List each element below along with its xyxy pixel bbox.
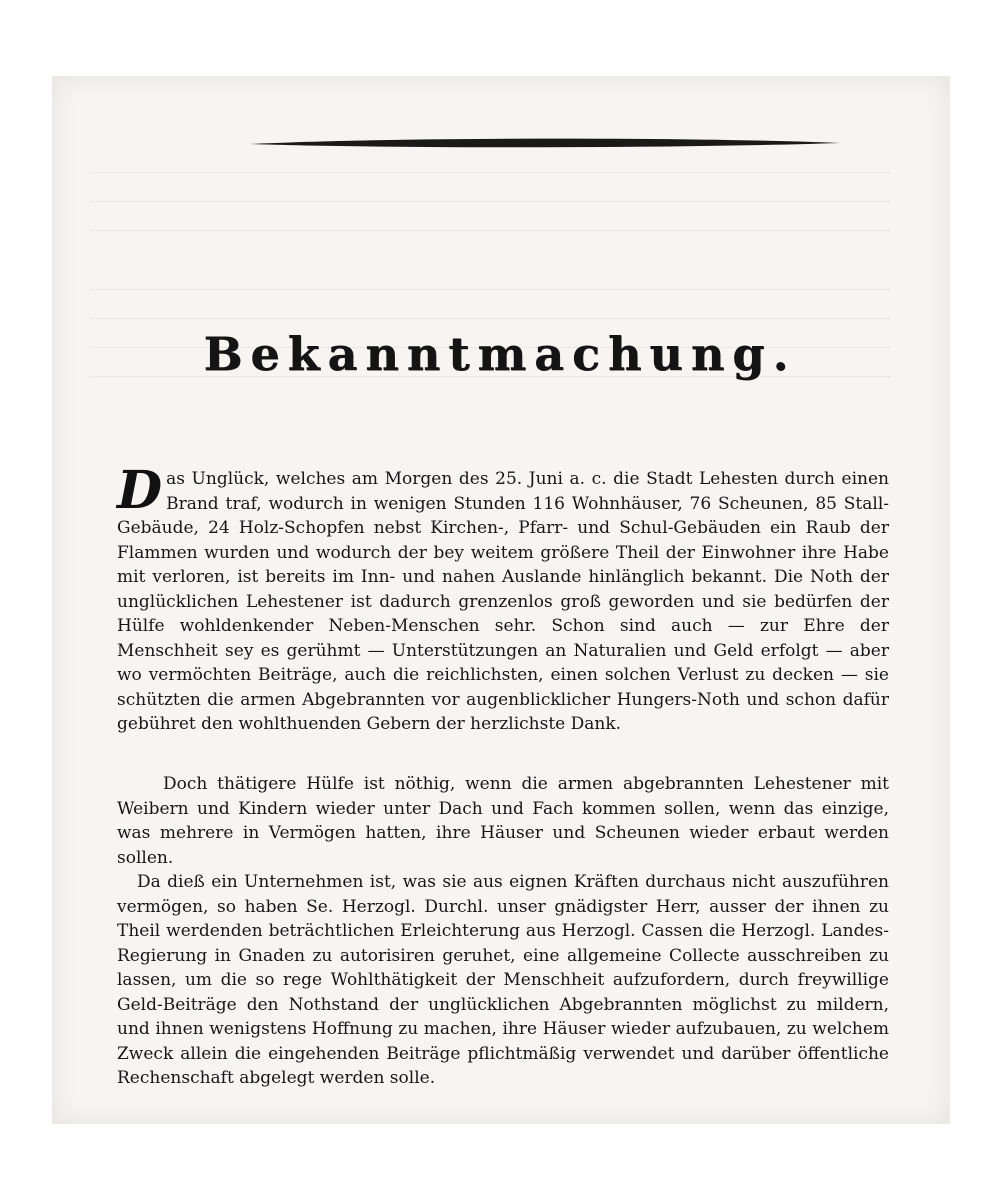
decorative-rule bbox=[250, 136, 840, 150]
drop-cap: D bbox=[117, 460, 163, 521]
bleed-through-area bbox=[90, 150, 890, 450]
paragraph-1 bbox=[117, 460, 889, 737]
document-title: Bekanntmachung. bbox=[203, 327, 797, 381]
paragraph-1-text: as Unglück, welches am Morgen des 25. Juni a. c. die Stadt Lehesten durch einen Brand traf, wodurch in wenigen Stunden 116 Wohnhäuser, 76 Scheunen, 85 Stall-Gebäude, 24 Holz-Schopfen nebst Kirchen-, Pfarr- und Schul-Gebäuden ein Raub der Flammen wurden und wodurch der bey weitem größere Theil der Einwohner ihre Habe mit verloren, ist bereits im Inn- und nahen Auslande hinlänglich bekannt. Die Noth der unglücklichen Lehestener ist dadurch grenzenlos groß geworden und sie bedürfen der Hülfe wohldenkender Neben-Menschen sehr. Schon sind auch — zur Ehre der Menschheit sey es gerühmt — Unterstützungen an Naturalien und Geld erfolgt — aber wo vermöchten Beiträge, auch die reichlichsten, einen solchen Verlust zu decken — sie schützten die armen Abgebrannten vor augenblicklicher Hungers-Noth und schon dafür gebühret den wohlthuenden Gebern der herzlichste Dank. bbox=[117, 469, 889, 734]
paragraph-2: Doch thätigere Hülfe ist nöthig, wenn die armen abgebrannten Lehestener mit Weibern und Kindern wieder unter Dach und Fach kommen sollen, wenn das einzige, was mehrere in Vermögen hatten, ihre Häuser und Scheunen wieder erbaut werden sollen. bbox=[117, 774, 889, 868]
paragraph-3: Da dieß ein Unternehmen ist, was sie aus eignen Kräften durchaus nicht auszuführen vermögen, so haben Se. Herzogl. Durchl. unser gnädigster Herr, ausser der ihnen zu Theil werdenden beträchtlichen Erleichterung aus Herzogl. Cassen die Herzogl. Landes-Regierung in Gnaden zu autorisiren geruhet, eine allgemeine Collecte ausschreiben zu lassen, um die so rege Wohlthätigkeit der Menschheit aufzufordern, durch freywillige Geld-Beiträge den Nothstand der unglücklichen Abgebrannten möglichst zu mildern, und ihnen wenigstens Hoffnung zu machen, ihre Häuser wieder aufzubauen, zu welchem Zweck allein die eingehenden Beiträge pflichtmäßig verwendet und darüber öffentliche Rechenschaft abgelegt werden solle. bbox=[117, 872, 889, 1088]
